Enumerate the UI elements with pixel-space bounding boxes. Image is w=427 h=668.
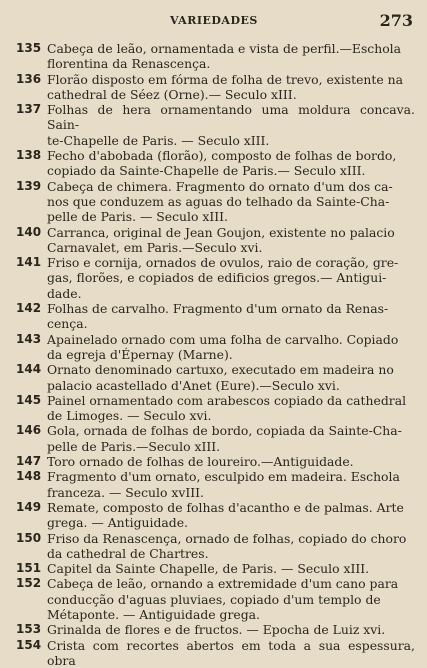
entry-text-line: Carnavalet, em Paris.—Seculo xvi. [47,239,263,255]
entry-text [47,454,415,469]
entry-number: 142 [16,301,42,316]
entry-text [47,332,415,363]
entry-text-line: Gola, ornada de folhas de bordo, copiada da Sainte-Cha- [47,423,402,439]
list-item [16,638,415,668]
entry-text-line: grega. — Antiguidade. [47,515,188,531]
entry-text [47,148,415,179]
list-item [16,225,415,256]
list-item [16,301,415,332]
entry-number: 139 [16,178,42,193]
entry-text-line: te-Chapelle de Paris. — Seculo xIII. [47,132,270,148]
list-item [16,423,415,454]
list-item [16,179,415,225]
entry-text [47,500,415,531]
entry-text-line: Capitel da Sainte Chapelle, de Paris. — Seculo xIII. [47,561,370,577]
entry-text-line: da egreja d'Épernay (Marne). [47,346,233,362]
entry-number: 140 [16,224,42,239]
entry-text-line: Folhas de hera ornamentando uma moldura concava. Sain- [47,102,415,133]
entry-text-line: pelle de Paris.—Seculo xIII. [47,438,221,454]
entry-number: 144 [16,362,42,377]
entry-text-line: Friso da Renascença, ornado de folhas, copiado do choro [47,530,407,546]
entry-list [16,41,415,668]
entry-text [47,531,415,562]
entry-text-line: Fragmento d'um ornato, esculpido em madeira. Eschola [47,469,400,485]
entry-text [47,72,415,103]
list-item [16,622,415,637]
entry-text [47,561,415,576]
entry-text-line: Fecho d'abobada (florão), composto de folhas de bordo, [47,148,397,164]
entry-text [47,102,415,148]
entry-number: 138 [16,148,42,163]
entry-number: 141 [16,255,42,270]
entry-number: 153 [16,622,42,637]
entry-number: 146 [16,423,42,438]
list-item [16,561,415,576]
list-item [16,148,415,179]
list-item [16,500,415,531]
entry-text-line: copiado da Sainte-Chapelle de Paris.— Seculo xIII. [47,163,366,179]
entry-text-line: florentina da Renascença. [47,56,211,72]
entry-number: 149 [16,499,42,514]
entry-number: 154 [16,637,42,652]
list-item [16,362,415,393]
entry-text-line: gas, florões, e copiados de edificios gregos.— Antigui- [47,270,387,286]
page-header [0,12,427,30]
entry-text-line: nos que conduzem as aguas do telhado da Sainte-Cha- [47,193,390,209]
entry-text-line: Cabeça de leão, ornamentada e vista de perfil.—Eschola [47,41,402,56]
entry-text [47,179,415,225]
entry-text-line: Remate, composto de folhas d'acantho e de palmas. Arte [47,499,404,515]
list-item [16,332,415,363]
entry-text-line: Cabeça de chimera. Fragmento do ornato d'um dos ca- [47,178,393,194]
list-item [16,393,415,424]
list-item [16,531,415,562]
entry-text-line: Painel ornamentado com arabescos copiado da cathedral [47,392,407,408]
entry-text [47,638,415,668]
entry-number: 135 [16,41,42,55]
list-item [16,102,415,148]
entry-text [47,41,415,72]
entry-text-line: Apainelado ornado com uma folha de carvalho. Copiado [47,331,399,347]
entry-text-line: dade. [47,285,82,301]
entry-number: 145 [16,392,42,407]
entry-text-line: Grinalda de flores e de fructos. — Epocha de Luiz xvi. [47,622,386,638]
entry-text-line: de Limoges. — Seculo xvi. [47,408,212,424]
entry-text-line: Cabeça de leão, ornando a extremidade d'um cano para [47,576,399,592]
entry-number: 152 [16,576,42,591]
entry-text-line: Ornato denominado cartuxo, executado em madeira no [47,362,394,378]
entry-text [47,622,415,637]
entry-number: 147 [16,454,42,469]
entry-text [47,362,415,393]
list-item [16,72,415,103]
entry-text-line: franceza. — Seculo xvIII. [47,484,204,500]
entry-number: 150 [16,530,42,545]
entry-text [47,469,415,500]
entry-number: 148 [16,469,42,484]
list-item [16,41,415,72]
entry-text [47,301,415,332]
entry-text-line: palacio acastellado d'Anet (Eure).—Seculo xvi. [47,377,340,393]
entry-text [47,576,415,622]
entry-text [47,225,415,256]
entry-text-line: Toro ornado de folhas de loureiro.—Antiguidade. [47,454,354,470]
entry-text-line: Crista com recortes abertos em toda a sua espessura, obra [47,637,415,668]
list-item [16,469,415,500]
page-number: 273 [379,11,413,30]
entry-text [47,393,415,424]
entry-text [47,255,415,301]
entry-text-line: Carranca, original de Jean Goujon, existente no palacio [47,224,395,240]
entry-number: 137 [16,102,42,117]
running-title: VARIEDADES [170,14,258,27]
entry-text [47,423,415,454]
list-item [16,255,415,301]
entry-text-line: cença. [47,316,88,332]
list-item [16,576,415,622]
entry-text-line: Florão disposto em fórma de folha de trevo, existente na [47,71,404,87]
entry-text-line: Friso e cornija, ornados de ovulos, raio de coração, gre- [47,255,399,271]
entry-text-line: conducção d'aguas pluviaes, copiado d'um templo de [47,591,381,607]
entry-number: 143 [16,331,42,346]
entry-text-line: pelle de Paris. — Seculo xIII. [47,209,228,225]
entry-text-line: cathedral de Séez (Orne).— Seculo xIII. [47,86,297,102]
entry-text-line: da cathedral de Chartres. [47,545,209,561]
entry-number: 151 [16,561,42,576]
entry-text-line: Folhas de carvalho. Fragmento d'um ornato da Renas- [47,301,389,317]
list-item [16,454,415,469]
entry-text-line: Métaponte. — Antiguidade grega. [47,606,260,622]
entry-number: 136 [16,71,42,86]
